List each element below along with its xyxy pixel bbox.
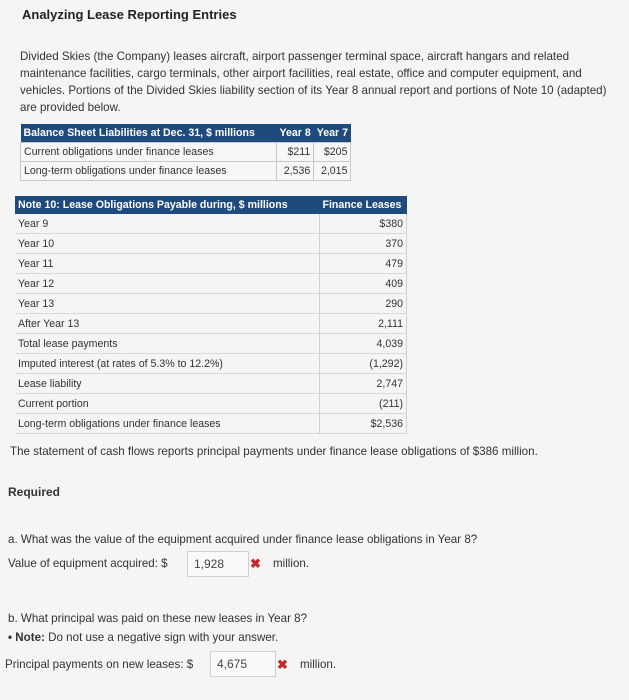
note10-row-label: Current portion [15,394,320,414]
table-row [15,374,407,394]
table-row [15,254,407,274]
note10-row-label: Year 11 [15,254,320,274]
table-row [15,274,407,294]
required-heading: Required [8,485,61,499]
balance-sheet-header-row [21,124,351,143]
table-row [21,143,351,162]
question-b-note [8,631,278,644]
note10-row-value: $2,536 [320,414,407,434]
note10-table [15,196,407,434]
note10-header-row [15,196,407,214]
page-title: Analyzing Lease Reporting Entries [22,7,237,22]
table-row [21,162,351,181]
note10-row-value: 479 [320,254,407,274]
note10-row-label: Imputed interest (at rates of 5.3% to 12.2%) [15,354,320,374]
principal-payments-input[interactable]: 4,675 [210,651,276,677]
bs-row-label: Current obligations under finance leases [21,143,277,162]
balance-sheet-table [20,124,351,181]
table-row [15,354,407,374]
bs-header-year8: Year 8 [277,124,314,143]
note10-row-label: Year 9 [15,214,320,234]
note10-row-value: 370 [320,234,407,254]
bs-row-value: 2,015 [314,162,351,181]
question-a-label: Value of equipment acquired: $ [8,557,168,570]
note10-row-value: 2,111 [320,314,407,334]
table-row [15,334,407,354]
table-row [15,314,407,334]
note10-row-value: 2,747 [320,374,407,394]
table-row [15,214,407,234]
note10-row-value: (1,292) [320,354,407,374]
intro-paragraph: Divided Skies (the Company) leases aircraft, airport passenger terminal space, aircraft hangars and related maintenance facilities, cargo terminals, other airport facilities, real estate, office and computer equipment, and vehicles. Portions of the Divided Skies liability section of its Year 8 annual report and portions of Note 10 (adapted) are provided below. [20,50,607,114]
question-a-unit: million. [273,557,310,570]
note10-header-finance: Finance Leases [320,196,407,214]
x-icon: ✖ [277,657,288,672]
note10-row-label: Long-term obligations under finance leases [15,414,320,434]
bs-header-year7: Year 7 [314,124,351,143]
equipment-acquired-input[interactable]: 1,928 [187,551,249,577]
note10-row-label: After Year 13 [15,314,320,334]
bs-row-value: 2,536 [277,162,314,181]
note10-row-value: 4,039 [320,334,407,354]
note-label: Note: [15,631,45,644]
note10-row-value: 409 [320,274,407,294]
note10-row-label: Total lease payments [15,334,320,354]
note10-row-label: Year 12 [15,274,320,294]
bs-row-value: $211 [277,143,314,162]
table-row [15,294,407,314]
table-row [15,394,407,414]
bs-row-label: Long-term obligations under finance leases [21,162,277,181]
note10-row-label: Lease liability [15,374,320,394]
note10-header-label: Note 10: Lease Obligations Payable during, $ millions [15,196,320,214]
question-b-text: b. What principal was paid on these new leases in Year 8? [8,612,308,625]
bs-row-value: $205 [314,143,351,162]
note10-row-label: Year 10 [15,234,320,254]
table-row [15,234,407,254]
table-row [15,414,407,434]
cashflow-statement-text: The statement of cash flows reports principal payments under finance lease obligations of $386 million. [10,445,538,458]
note10-row-value: (211) [320,394,407,414]
x-icon: ✖ [250,556,261,571]
note10-row-label: Year 13 [15,294,320,314]
note-text: Do not use a negative sign with your answer. [44,631,279,644]
bullet-icon: • [8,631,13,644]
bs-header-label: Balance Sheet Liabilities at Dec. 31, $ millions [21,124,277,143]
note10-row-value: 290 [320,294,407,314]
note10-row-value: $380 [320,214,407,234]
question-b-unit: million. [300,658,337,671]
question-b-label: Principal payments on new leases: $ [5,658,194,671]
question-a-text: a. What was the value of the equipment acquired under finance lease obligations in Year 8? [8,533,478,546]
